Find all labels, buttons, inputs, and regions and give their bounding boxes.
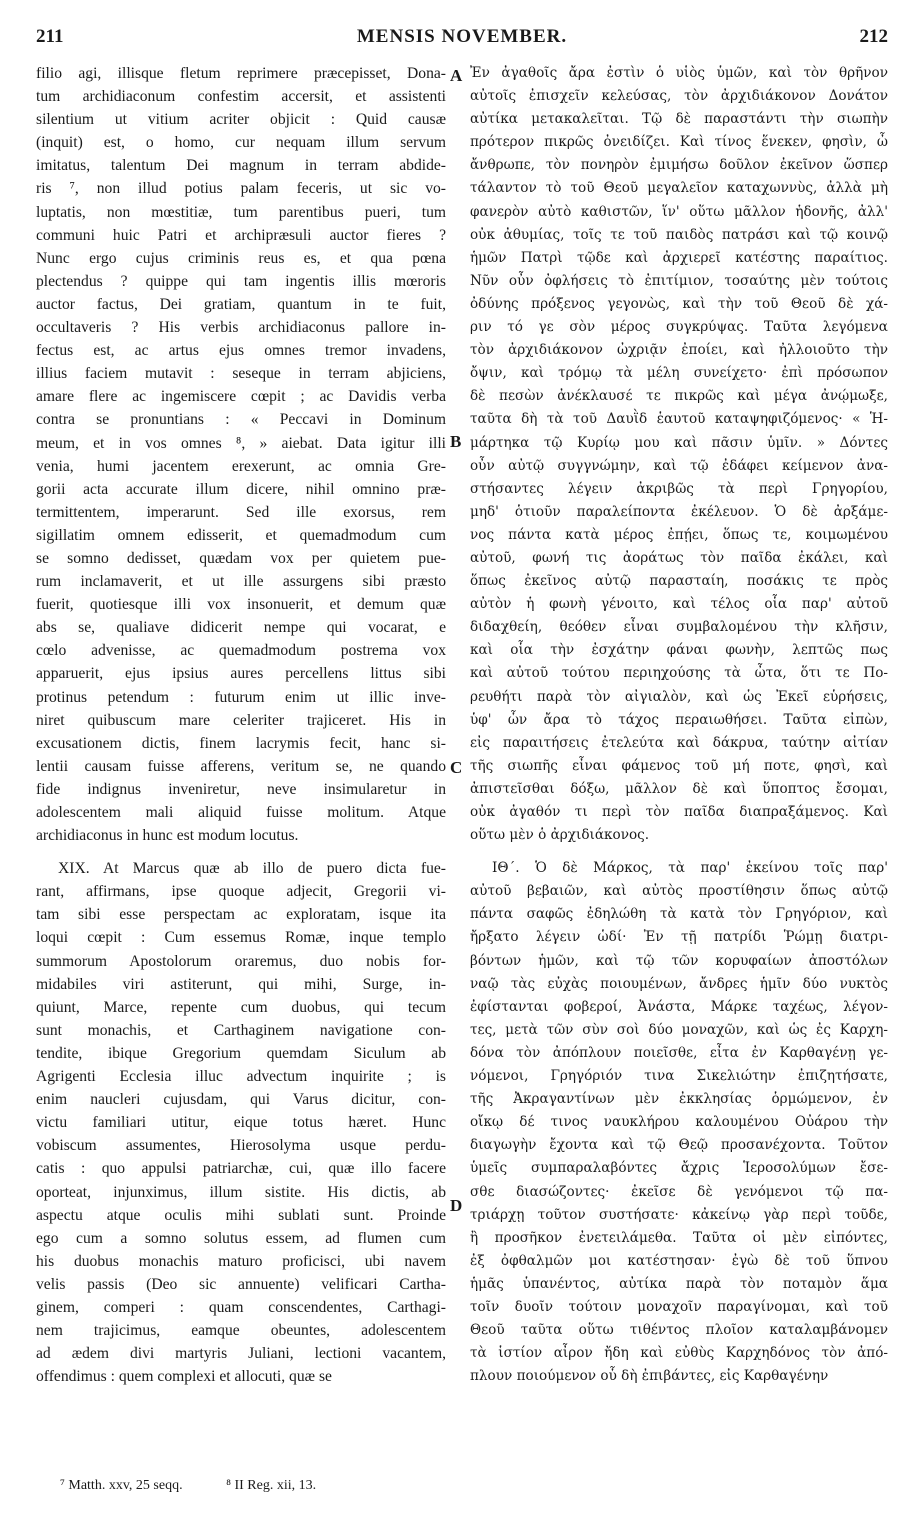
text-line: ἢ προσῆκον ἐνετειλάμεθα. Ταῦτα οἱ μὲν εἰπόντες, — [470, 1229, 888, 1246]
text-line: τῆς σιωπῆς εἶναι φάμενος τοῦ μή ποτε, φησὶ, καὶ — [470, 757, 888, 774]
page-number-left: 211 — [36, 26, 64, 47]
text-line: αὐτοῦ βεβαιῶν, καὶ αὐτὸς προστίθησιν ὅπως αὐτῷ — [470, 883, 888, 900]
text-line: ἐφίστανται φοβεροί, Ἀνάστα, Μάρκε ταχέως, λέγον- — [470, 998, 888, 1015]
text-line: τὰ ἱστίον αἶρον ἤδη καὶ εὐθὺς Καρχηδόνος τὸν ἀπό- — [470, 1345, 888, 1362]
text-line: αὐτὸν ἡ φωνὴ γένοιτο, καὶ τέλος οἷα παρ' αὐτοῦ — [470, 596, 888, 613]
text-line: καὶ αὐτοῦ τούτου περιηχούσης τὰ ὦτα, ὅτι τε Πο- — [470, 665, 888, 682]
text-line: adolescentem mali aliquid fuisse molitum. Atque — [36, 804, 446, 821]
text-line: τοῖν δυοῖν τούτοιν μοναχοῖν παραγίνομαι, καὶ τοῦ — [470, 1298, 888, 1315]
text-line: loqui cœpit : Cum essemus Romæ, inque templo — [36, 929, 446, 947]
text-line: (inquit) est, o homo, cur nequam illum servum — [36, 134, 446, 152]
text-line: Ἐν ἀγαθοῖς ἄρα ἐστὶν ὁ υἱὸς ὑμῶν, καὶ τὸν θρῆνον — [470, 65, 888, 81]
text-line: archidiaconus in hunc est modum locutus. — [36, 827, 299, 845]
text-line: filio agi, illisque fletum reprimere præcepisset, Dona- — [36, 65, 446, 82]
text-line: ὀδύνης πρόξενος γεγονὼς, καὶ τὴν τοῦ Θεοῦ δὲ χά- — [470, 295, 888, 312]
text-line: sunt monachis, et Carthaginem navigatione con- — [36, 1021, 446, 1039]
footnote-7: ⁷ Matth. xxv, 25 seqq. — [60, 1478, 183, 1493]
paragraph-gap — [36, 847, 446, 857]
text-line: termittentem, imperarunt. Sed ille exorsus, rem — [36, 503, 446, 521]
text-line: πάντα σαφῶς ἐδηλώθη τὰ κατὰ τὸν Γρηγόριον, καὶ — [470, 906, 888, 923]
text-line: venia, humi jacentem erexerunt, ac omnia Gre- — [36, 457, 446, 475]
text-line: ginem, comperi : quam conscendentes, Carthagi- — [36, 1298, 446, 1316]
text-line: Θεοῦ ταῦτα οὕτω τιθέντος πλοῖον καταλαμβάνομεν — [470, 1322, 888, 1339]
text-line: victu familiari utitur, eique totus hæret. Hunc — [36, 1114, 446, 1132]
text-line: summorum Apostolorum oraremus, duo nobis for- — [36, 952, 446, 970]
text-line: τριάρχῃ τοῦτον συστήσατε· κἀκείνῳ γὰρ περὶ τοῦδε, — [470, 1206, 888, 1223]
text-line: vobiscum assumentes, Hierosolyma usque perdu- — [36, 1137, 446, 1155]
text-line: ἐξ ὀφθαλμῶν μοι κατέστησαν· ἐγὼ δὲ τοῦ ὕπνου — [470, 1252, 888, 1269]
text-line: ἤρξατο λέγειν ὡδί· Ἐν τῇ πατρίδι Ῥώμῃ διατρι- — [470, 929, 888, 946]
text-line: midabiles viri astiterunt, qui mihi, Surge, in- — [36, 975, 446, 993]
text-line: φανερὸν αὐτὸ καθιστῶν, ἵν' οὕτω μᾶλλον ἡδονῆς, ἀλλ' — [470, 203, 888, 220]
text-line: αὐτοῖς ἐπισχεῖν κελεύσας, τὸν ἀρχιδιάκονον Δονάτον — [470, 88, 888, 105]
text-line: auctor factus, Dei gratiam, quantum in te fuit, — [36, 295, 446, 313]
text-line: fectus est, ac artus ejus omnes tremor invadens, — [36, 342, 446, 360]
text-line: νόμενοι, Γρηγόριόν τινα Σικελιώτην ἐπιζητήσατε, — [470, 1068, 888, 1085]
text-line: meum, et in vos omnes ⁸, » aiebat. Data igitur illi — [36, 434, 446, 452]
text-line: sigillatim omnem edisserit, et quemadmodum cum — [36, 526, 446, 544]
text-line: fuerit, quotiesque illi vox insonuerit, et demum quæ — [36, 596, 446, 614]
text-line: οὐκ ἀθυμίας, τοῖς τε τοῦ παιδὸς πατράσι καὶ τῷ κοινῷ — [470, 226, 888, 243]
text-line: nem trajicimus, eamque obeuntes, adolescentem — [36, 1322, 446, 1340]
text-line: ὄψιν, καὶ τρόμῳ τὰ μέλη συνείχετο· ἐπὶ πρόσωπον — [470, 365, 888, 382]
text-line: tum archidiaconum confestim accersit, et assistenti — [36, 88, 446, 106]
text-line: lentii causam fuisse afferens, veritum se, ne quando — [36, 757, 446, 775]
running-title: MENSIS NOVEMBER. — [356, 26, 568, 47]
text-line: πρότερον πικρῶς ὀνειδίζει. Καὶ τίνος ἕνεκεν, φησὶν, ὦ — [470, 134, 888, 151]
text-line: τῆς Ἀκραγαντίνων μὲν ἐκκλησίας ὁρμώμενον, ἐν — [470, 1091, 888, 1108]
margin-letter-b: B — [450, 432, 462, 451]
text-line: διαγωγὴν ἔχοντα καὶ τῷ Θεῷ προσανέχοντα. Τοῦτον — [470, 1137, 888, 1154]
text-line: excusationem dictis, finem lacrymis fecit, hanc si- — [36, 734, 446, 752]
text-line: enim naucleri cujusdam, qui Varus dicitur, con- — [36, 1091, 446, 1109]
text-line: ΙΘ΄. Ὁ δὲ Μάρκος, τὰ παρ' ἐκείνου τοῖς παρ' — [492, 860, 888, 877]
text-line: οὕτω μὲν ὁ ἀρχιδιάκονος. — [470, 827, 650, 844]
text-line: aspectu atque oculis mihi sublati sunt. Proinde — [36, 1206, 446, 1224]
text-line: ὑμεῖς συμπαραλαβόντες ἄχρις Ἱεροσολύμων ἔσε- — [470, 1160, 888, 1177]
text-line: tendite, ibique Gregorium quemdam Siculum ab — [36, 1044, 446, 1062]
page-number-right: 212 — [859, 26, 888, 47]
text-line: οὐκ ἀγαθόν τι περὶ τὸν παῖδα διαπραξάμενος. Καὶ — [470, 804, 888, 820]
text-line: δόνα τὸν ἀπόπλουν ποιεῖσθε, εἶτα ἐν Καρθαγένῃ γε- — [470, 1044, 888, 1061]
margin-letter-d: D — [450, 1196, 463, 1215]
text-line: αὐτίκα μετακαλεῖται. Τῷ δὲ παραστάντι τὴν σιωπὴν — [470, 111, 888, 128]
text-line: βόντων ἡμῶν, καὶ τῷ τῶν κορυφαίων ἀποστόλων — [470, 952, 888, 969]
text-line: niret quibuscum mare celeriter trajiceret. His in — [36, 711, 446, 729]
text-line: ταῦτα δὴ τὰ τοῦ Δαυῒδ ἑαυτοῦ καταψηφιζόμενος· « Ἡ- — [470, 411, 888, 428]
text-line: luptatis, non mœstitiæ, tum parentibus pueri, tum — [36, 203, 446, 221]
text-line: abs se, qualiave didicerit nempe qui vocarat, e — [36, 619, 446, 637]
text-line: μάρτηκα τῷ Κυρίῳ μου καὶ πᾶσιν ὑμῖν. » Δόντες — [470, 434, 888, 451]
text-line: οἴκῳ δέ τινος ναυκλήρου καλουμένου Οὐάρου τὴν — [470, 1114, 888, 1131]
paragraph-gap — [470, 847, 888, 857]
text-line: tam sibi esse perspectam ac exploratam, isque ita — [36, 906, 446, 924]
text-line: τες, μετὰ τῶν σὺν σοὶ δύο μοναχῶν, καὶ ὡς ἐς Καρχη- — [470, 1021, 888, 1038]
text-line: imitatus, talentum Dei magnum in terram abdide- — [36, 157, 446, 175]
text-line: καὶ οἷα τὴν ἐσχάτην φάναι φωνὴν, λεπτῶς πως — [470, 642, 888, 659]
margin-letter-a: A — [450, 66, 463, 85]
text-line: ναῷ τὰς εὐχὰς ποιουμένων, ἄνδρες ἡμῖν δύο νυκτὸς — [470, 975, 888, 992]
text-line: ἡμᾶς ὑπανέντος, αὐτίκα παρὰ τὸν ποταμὸν ἅμα — [470, 1275, 888, 1292]
text-line: gorii acta accurate illum dicere, nihil omnino præ- — [36, 480, 446, 498]
text-line: XIX. At Marcus quæ ab illo de puero dicta fue- — [58, 860, 446, 878]
text-line: his duobus monachis maturo proficisci, ubi navem — [36, 1252, 446, 1270]
text-line: offendimus : quem complexi et allocuti, quæ se — [36, 1368, 332, 1386]
text-line: se somno dedisset, quædam vox per quietem pue- — [36, 549, 446, 567]
text-line: ἡμῶν Πατρὶ τῷδε καὶ ἀρχιερεῖ κατέστης παραίτιος. — [470, 249, 888, 266]
text-line: ὑφ' ὧν ἄρα τὸ τάχος περαιωθήσει. Ταῦτα εἰπὼν, — [470, 711, 888, 728]
text-line: ριν τό γε σὸν μέρος συγκρύψας. Ταῦτα λεγόμενα — [470, 319, 888, 336]
text-line: μηδ' ὁτιοῦν παραλείποντα ἐκέλευον. Ὁ δὲ ἀρξάμε- — [470, 503, 888, 520]
text-line: illius faciem mutavit : seseque in terram abjiciens, — [36, 365, 446, 383]
text-line: στήσαντες λέγειν ἀκριβῶς τὰ περὶ Γρηγορίου, — [470, 480, 888, 497]
text-line: plectendus ? quippe qui tam ingentis illis mœroris — [36, 272, 446, 290]
text-line: σθε διασώζοντες· ἐκεῖσε δὲ γενόμενοι τῷ πα- — [470, 1183, 888, 1200]
text-line: νος πάντα κατὰ μέρος ἐπῄει, ὅπως τε, κοιμωμένου — [470, 526, 888, 543]
text-line: ὅπως ἐκεῖνος αὐτῷ παρασταίη, ποσάκις τε πρὸς — [470, 573, 888, 590]
text-line: contra se pronuntians : « Peccavi in Dominum — [36, 411, 446, 429]
text-line: occultaveris ? His verbis archidiaconus pallore in- — [36, 319, 446, 337]
text-line: τὸν ἀρχιδιάκονον ὠχριᾷν ἐποίει, καὶ ἠλλοιοῦτο τὴν — [470, 342, 888, 359]
text-line: δὲ πεσὼν ἀνέκλαυσέ τε πικρῶς καὶ μέγα ἀνῴμωξε, — [470, 388, 888, 405]
text-line: ἀπιστεῖσθαι δόξω, μᾶλλον δὲ καὶ ὕποπτος ἔσομαι, — [470, 780, 888, 797]
text-line: εἰς παραιτήσεις ἐτελεύτα καὶ δάκρυα, ταύτην αἰτίαν — [470, 734, 888, 751]
text-line: catis : quo appulsi patriarchæ, cui, quæ illo facere — [36, 1160, 446, 1178]
text-line: ad ædem divi martyris Juliani, lectioni vacantem, — [36, 1345, 446, 1363]
footnotes — [60, 1478, 480, 1494]
text-line: Νῦν οὖν ὀφλήσεις τὸ ἐπιτίμιον, τοσαύτης μὲν τούτοις — [470, 272, 888, 289]
text-line: πλουν ποιούμενον οὗ δὴ ἐπιβάντες, εἰς Καρθαγένην — [470, 1368, 829, 1385]
text-line: ἄνθρωπε, τὸν πονηρὸν ἐμιμήσω δοῦλον ἐκεῖνον ὥσπερ — [470, 157, 888, 174]
text-line: ego cum a somno solutus essem, ad flumen cum — [36, 1229, 446, 1247]
text-line: velis passis (Deo sic annuente) velificari Cartha- — [36, 1275, 446, 1293]
latin-column — [36, 62, 446, 1388]
text-line: cœlo advenisse, ac quemadmodum postrema vox — [36, 642, 446, 660]
text-line: ris ⁷, non illud potius palam feceris, ut sic vo- — [36, 180, 446, 198]
running-header — [36, 26, 888, 54]
text-line: οὖν αὐτῷ συγγνώμην, καὶ τῷ ἐδάφει κείμενον ἀνα- — [470, 457, 888, 474]
text-line: Agrigenti Ecclesia illuc advectum inquirite ; is — [36, 1068, 446, 1086]
text-line: silentium ut vitium acriter objicit : Quid causæ — [36, 111, 446, 129]
text-line: ρευθήτι παρὰ τὸν αἰγιαλὸν, καὶ ὡς Ἐκεῖ εὑρήσεις, — [470, 688, 888, 705]
text-line: apparuerit, ejus ipsius aures percellens littus sibi — [36, 665, 446, 683]
greek-column — [470, 62, 888, 1388]
text-line: rum inclamaverit, et ut ille assurgens sibi præsto — [36, 573, 446, 591]
text-line: quiunt, Marce, repente cum duobus, qui tecum — [36, 998, 446, 1016]
text-line: rant, affirmans, ipse quoque adjecit, Gregorii vi- — [36, 883, 446, 901]
text-line: oporteat, injunximus, illum sistite. His dictis, ab — [36, 1183, 446, 1201]
margin-letter-c: C — [450, 758, 463, 777]
text-line: protinus petendum : futurum enim ut illic inve- — [36, 688, 446, 706]
text-line: amare flere ac ingemiscere cœpit ; ac Davidis verba — [36, 388, 446, 406]
text-line: διδαχθείη, θεόθεν εἶναι συμβαλομένου τὴν κλῆσιν, — [470, 619, 888, 636]
text-line: αὐτοῦ, φωνή τις ἀοράτως τὸν παῖδα ἐκάλει, καὶ — [470, 549, 888, 566]
text-line: Nunc ergo cujus criminis reus es, et qua pœna — [36, 249, 446, 267]
footnote-8: ⁸ II Reg. xii, 13. — [226, 1478, 317, 1493]
text-line: fide indignus inveniretur, neve insimularetur in — [36, 780, 446, 798]
text-line: communi huic Patri et archipræsuli auctor fieres ? — [36, 226, 446, 244]
text-line: τάλαντον τὸ τοῦ Θεοῦ μεγαλεῖον καταχωννὺς, ἀλλὰ μὴ — [470, 180, 888, 197]
